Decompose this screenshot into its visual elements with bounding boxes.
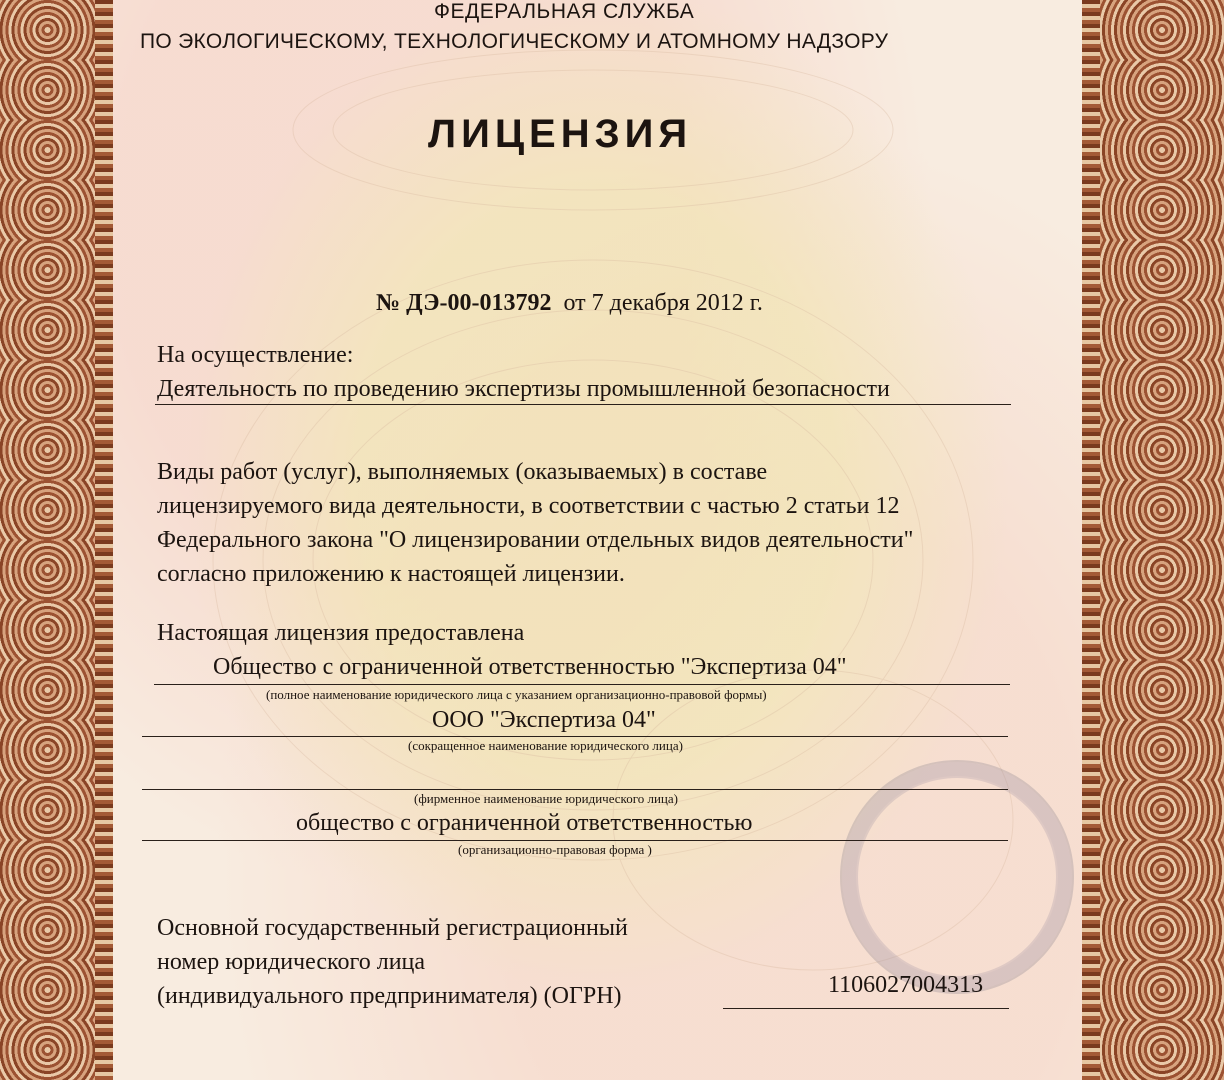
- license-number-line: [376, 290, 763, 317]
- short-name-caption: (сокращенное наименование юридического лица): [408, 738, 683, 753]
- ogrn-value: 1106027004313: [828, 972, 984, 998]
- full-name-value: Общество с ограниченной ответственностью "Экспертиза 04": [213, 654, 847, 680]
- legal-form-caption: (организационно-правовая форма ): [458, 842, 652, 857]
- ornamental-border-right: [1100, 0, 1224, 1080]
- short-name-underline: [142, 736, 1008, 737]
- granted-label: Настоящая лицензия предоставлена: [157, 620, 525, 646]
- agency-name-line1: ФЕДЕРАЛЬНАЯ СЛУЖБА: [434, 0, 695, 23]
- works-line-4: согласно приложению к настоящей лицензии.: [157, 561, 625, 587]
- border-trim-left: [95, 0, 113, 1080]
- ogrn-label-line3: (индивидуального предпринимателя) (ОГРН): [157, 983, 622, 1009]
- faint-seal-stamp: [840, 760, 1074, 994]
- document-title: ЛИЦЕНЗИЯ: [428, 112, 693, 156]
- ogrn-label-line1: Основной государственный регистрационный: [157, 915, 628, 941]
- works-line-2: лицензируемого вида деятельности, в соответствии с частью 2 статьи 12: [157, 493, 900, 519]
- full-name-caption: (полное наименование юридического лица с указанием организационно-правовой формы): [266, 687, 767, 702]
- full-name-underline: [154, 684, 1010, 685]
- works-line-1: Виды работ (услуг), выполняемых (оказываемых) в составе: [157, 459, 768, 485]
- legal-form-value: общество с ограниченной ответственностью: [296, 810, 753, 836]
- works-line-3: Федерального закона "О лицензировании отдельных видов деятельности": [157, 527, 914, 553]
- ogrn-underline: [723, 1008, 1009, 1009]
- agency-name-line2: ПО ЭКОЛОГИЧЕСКОМУ, ТЕХНОЛОГИЧЕСКОМУ И АТОМНОМУ НАДЗОРУ: [140, 30, 889, 53]
- license-date: от 7 декабря 2012 г.: [563, 290, 763, 316]
- brand-name-caption: (фирменное наименование юридического лица): [414, 791, 678, 806]
- legal-form-underline: [142, 840, 1008, 841]
- ogrn-label-line2: номер юридического лица: [157, 949, 426, 975]
- brand-name-underline: [142, 789, 1008, 790]
- license-number: ДЭ-00-013792: [406, 290, 552, 316]
- activity-label: На осуществление:: [157, 342, 354, 368]
- border-trim-right: [1082, 0, 1100, 1080]
- ornamental-border-left: [0, 0, 95, 1080]
- activity-underline: [155, 404, 1011, 405]
- short-name-value: ООО "Экспертиза 04": [432, 707, 656, 733]
- activity-value: Деятельность по проведению экспертизы промышленной безопасности: [157, 376, 890, 402]
- license-number-prefix: №: [376, 290, 401, 316]
